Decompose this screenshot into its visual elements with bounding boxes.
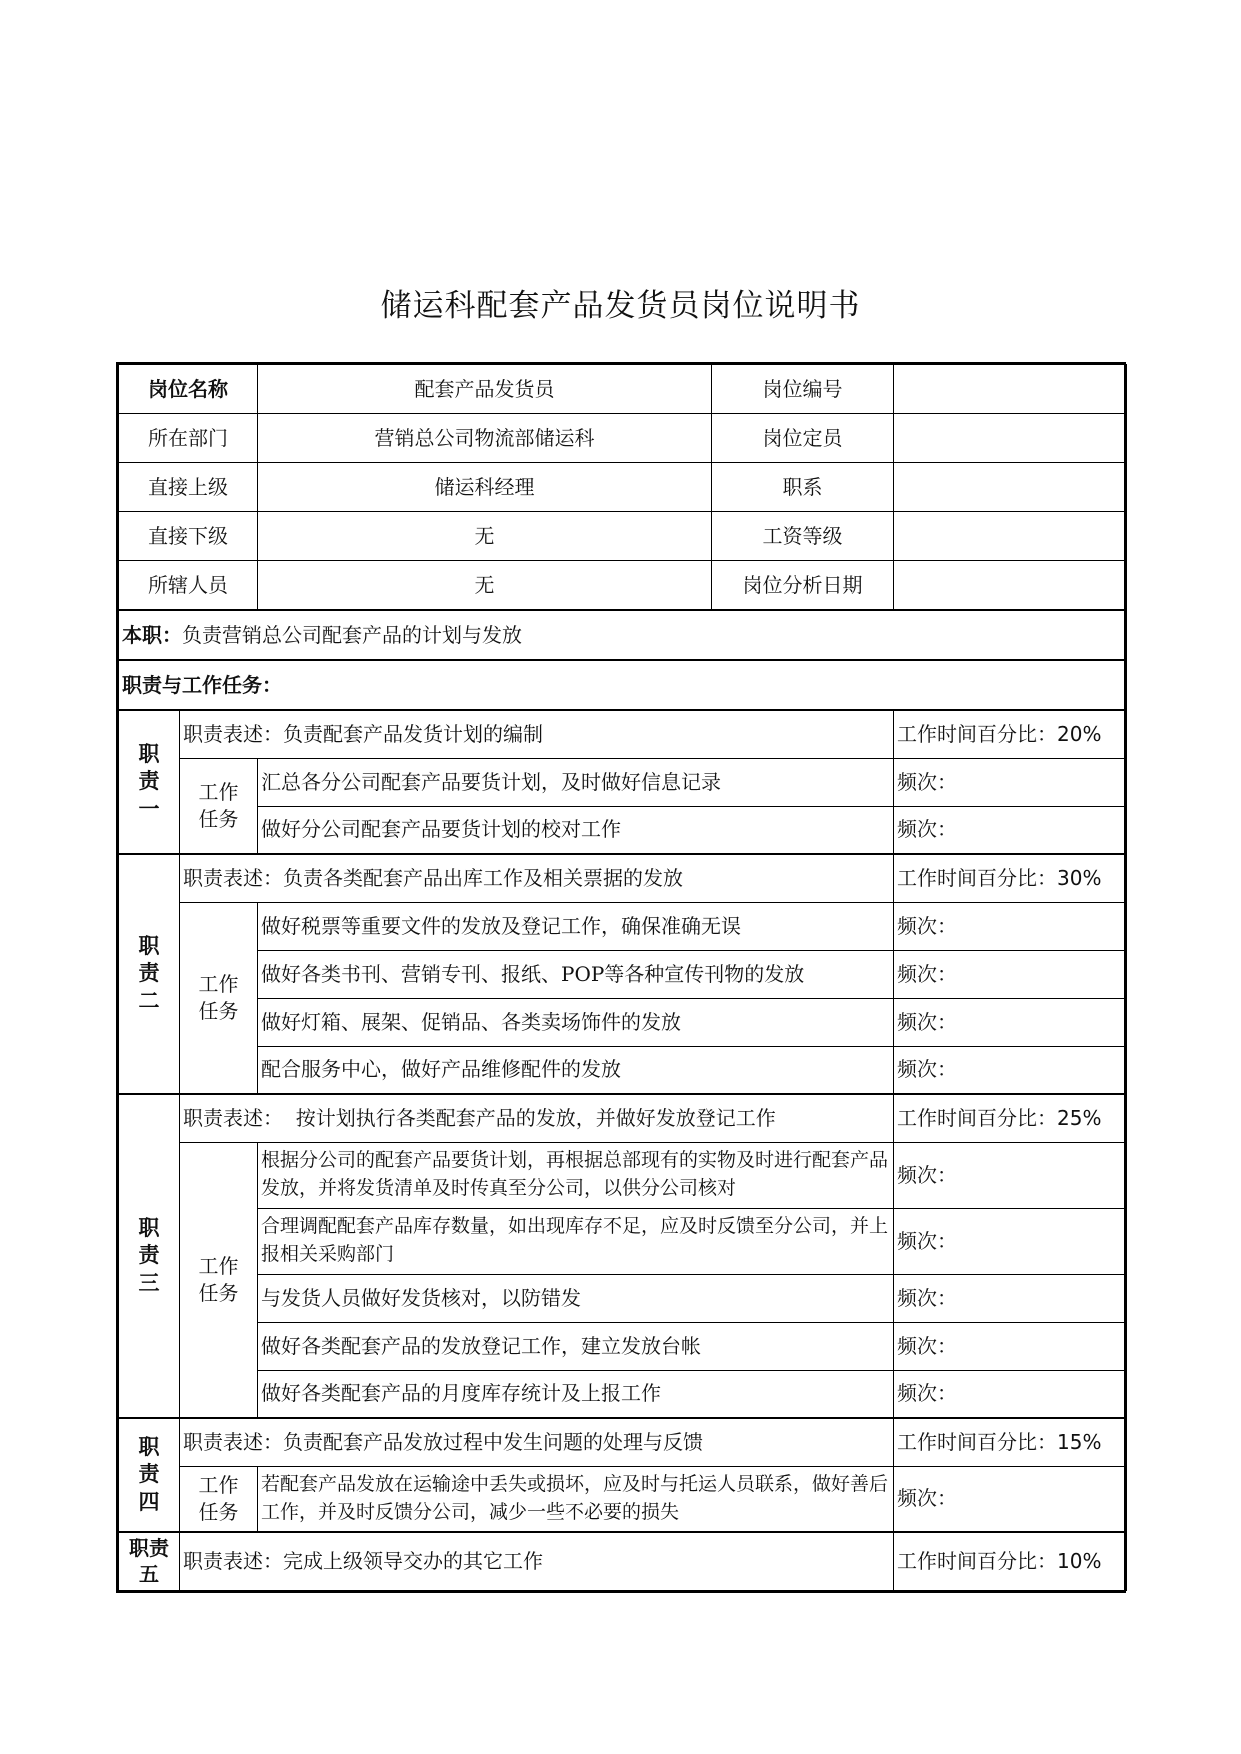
task-row <box>119 806 1127 854</box>
duty-desc: 职责表述：负责配套产品发放过程中发生问题的处理与反馈 <box>180 1418 894 1466</box>
task-row <box>119 950 1127 998</box>
info-label: 岗位名称 <box>119 365 258 414</box>
info-label-2: 岗位编号 <box>762 376 843 401</box>
task-row <box>119 1142 1127 1208</box>
duty-name: 职责一 <box>119 710 180 854</box>
info-value: 无 <box>258 512 712 560</box>
duty-name: 职责四 <box>119 1418 180 1532</box>
task-freq: 频次： <box>894 758 1127 806</box>
info-label-2: 岗位定员 <box>762 425 843 450</box>
info-row <box>119 463 1127 512</box>
duty-percent: 工作时间百分比：30% <box>894 854 1127 902</box>
info-row <box>119 561 1127 611</box>
duty-percent: 工作时间百分比：10% <box>894 1532 1127 1590</box>
info-value: 储运科经理 <box>258 463 712 511</box>
info-value-2 <box>894 561 1127 611</box>
task-text: 做好灯箱、展架、促销品、各类卖场饰件的发放 <box>258 998 894 1046</box>
task-text: 做好分公司配套产品要货计划的校对工作 <box>258 806 894 854</box>
task-text: 汇总各分公司配套产品要货计划，及时做好信息记录 <box>258 758 894 806</box>
task-row <box>119 1466 1127 1532</box>
info-label-2: 岗位分析日期 <box>742 572 863 597</box>
info-value-2 <box>894 365 1127 414</box>
task-row <box>119 1274 1127 1322</box>
info-value-2 <box>894 463 1127 512</box>
duty-name: 职责三 <box>119 1094 180 1418</box>
info-label: 直接下级 <box>119 512 258 561</box>
info-label-2: 职系 <box>782 474 823 499</box>
duty-desc: 职责表述：完成上级领导交办的其它工作 <box>180 1532 894 1590</box>
info-value-2 <box>894 414 1127 463</box>
info-value-2 <box>894 512 1127 561</box>
task-row <box>119 902 1127 950</box>
work-task-label: 工作任务 <box>180 758 258 854</box>
task-freq: 频次： <box>894 1370 1127 1418</box>
form-table <box>118 364 1127 1591</box>
task-text: 根据分公司的配套产品要货计划，再根据总部现有的实物及时进行配套产品发放，并将发货清单及时传真至分公司，以供分公司核对 <box>258 1142 894 1208</box>
core-text: 负责营销总公司配套产品的计划与发放 <box>182 622 522 647</box>
core-row <box>119 610 1127 660</box>
duty-percent: 工作时间百分比：25% <box>894 1094 1127 1142</box>
task-freq: 频次： <box>894 1142 1127 1208</box>
info-row <box>119 365 1127 414</box>
task-freq: 频次： <box>894 1322 1127 1370</box>
duty-name: 职责五 <box>119 1532 180 1590</box>
task-freq: 频次： <box>894 902 1127 950</box>
duty-percent: 工作时间百分比：15% <box>894 1418 1127 1466</box>
task-row <box>119 1046 1127 1094</box>
duties-header: 职责与工作任务： <box>119 660 1127 710</box>
task-row <box>119 998 1127 1046</box>
task-freq: 频次： <box>894 1466 1127 1532</box>
duties-header-row <box>119 660 1127 710</box>
task-row <box>119 1370 1127 1418</box>
task-row <box>119 1322 1127 1370</box>
task-row <box>119 758 1127 806</box>
duty-desc: 职责表述：负责各类配套产品出库工作及相关票据的发放 <box>180 854 894 902</box>
task-text: 合理调配配套产品库存数量，如出现库存不足，应及时反馈至分公司，并上报相关采购部门 <box>258 1208 894 1274</box>
duty-desc-row <box>119 1532 1127 1590</box>
work-task-label: 工作任务 <box>180 1142 258 1418</box>
info-value: 营销总公司物流部储运科 <box>258 414 712 462</box>
work-task-label: 工作任务 <box>180 1466 258 1532</box>
duty-desc-row <box>119 1094 1127 1142</box>
info-label: 直接上级 <box>119 463 258 512</box>
task-text: 做好各类书刊、营销专刊、报纸、POP等各种宣传刊物的发放 <box>258 950 894 998</box>
task-text: 若配套产品发放在运输途中丢失或损坏，应及时与托运人员联系，做好善后工作，并及时反馈分公司，减少一些不必要的损失 <box>258 1466 894 1532</box>
info-label: 所辖人员 <box>119 561 258 611</box>
page-title: 储运科配套产品发货员岗位说明书 <box>380 288 861 324</box>
info-label: 所在部门 <box>119 414 258 463</box>
task-freq: 频次： <box>894 1046 1127 1094</box>
task-row <box>119 1208 1127 1274</box>
task-freq: 频次： <box>894 950 1127 998</box>
task-freq: 频次： <box>894 1208 1127 1274</box>
work-task-label: 工作任务 <box>180 902 258 1094</box>
info-label-2: 工资等级 <box>762 523 843 548</box>
info-value: 配套产品发货员 <box>258 365 712 413</box>
duty-percent: 工作时间百分比：20% <box>894 710 1127 758</box>
task-freq: 频次： <box>894 806 1127 854</box>
task-freq: 频次： <box>894 998 1127 1046</box>
info-value: 无 <box>258 561 712 609</box>
task-text: 配合服务中心，做好产品维修配件的发放 <box>258 1046 894 1094</box>
task-text: 做好各类配套产品的月度库存统计及上报工作 <box>258 1370 894 1418</box>
task-text: 与发货人员做好发货核对，以防错发 <box>258 1274 894 1322</box>
core-label: 本职： <box>122 622 182 647</box>
duty-desc-row <box>119 710 1127 758</box>
task-text: 做好税票等重要文件的发放及登记工作，确保准确无误 <box>258 902 894 950</box>
duty-name: 职责二 <box>119 854 180 1094</box>
duty-desc-row <box>119 1418 1127 1466</box>
duty-desc: 职责表述： 按计划执行各类配套产品的发放，并做好发放登记工作 <box>180 1094 894 1142</box>
duty-desc: 职责表述：负责配套产品发货计划的编制 <box>180 710 894 758</box>
duty-desc-row <box>119 854 1127 902</box>
job-description-table <box>116 362 1126 1593</box>
info-row <box>119 414 1127 463</box>
info-row <box>119 512 1127 561</box>
task-freq: 频次： <box>894 1274 1127 1322</box>
task-text: 做好各类配套产品的发放登记工作，建立发放台帐 <box>258 1322 894 1370</box>
